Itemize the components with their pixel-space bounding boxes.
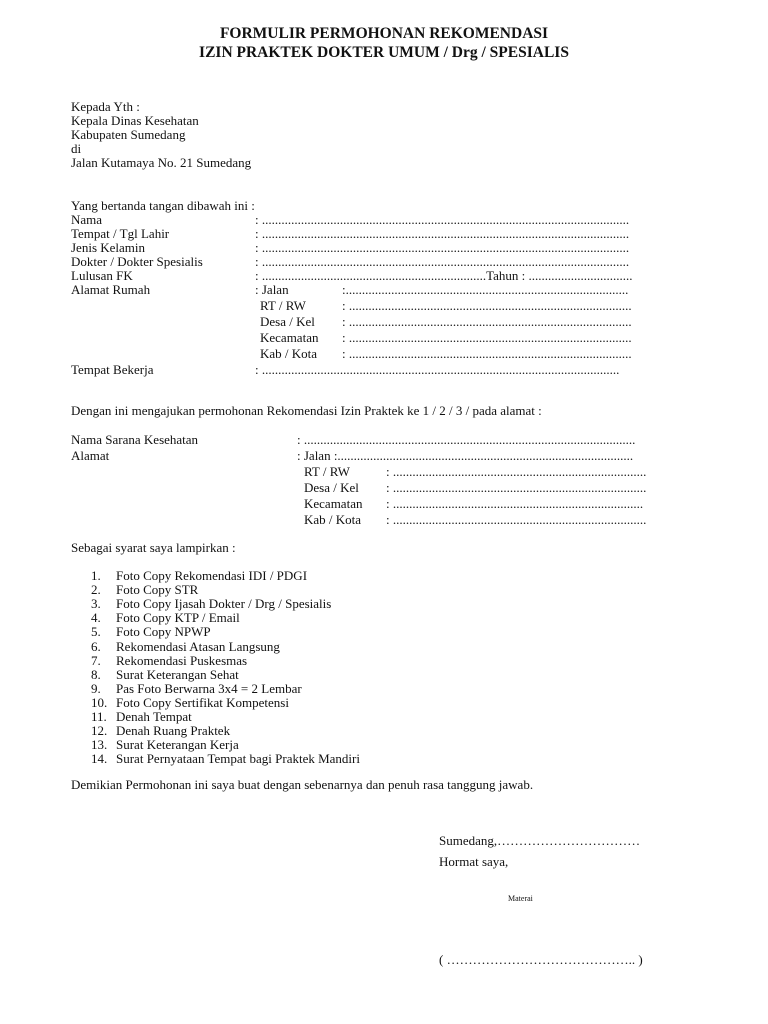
attachment-number: 4. [91,610,101,625]
alamat-rtrw-label: RT / RW [260,298,306,313]
attachment-number: 6. [91,639,101,654]
attachment-number: 11. [91,709,107,724]
attachment-item: Foto Copy NPWP [116,624,211,639]
signature-name-line: ( …………………………………….. ) [439,952,643,967]
attachment-number: 14. [91,751,108,766]
attachment-item: Foto Copy Ijasah Dokter / Drg / Spesialis [116,596,332,611]
dokter-label: Dokter / Dokter Spesialis [71,254,203,269]
alamat-jalan-label: : Jalan [255,282,289,297]
recipient-line-4: di [71,141,82,156]
signature-regards: Hormat saya, [439,854,509,869]
attachment-item: Denah Ruang Praktek [116,723,231,738]
alamat-rumah-label: Alamat Rumah [71,282,151,297]
recipient-line-3: Kabupaten Sumedang [71,127,186,142]
attachment-item: Foto Copy Rekomendasi IDI / PDGI [116,568,308,583]
praktek-desa-field: : .............................................................................. [386,480,647,495]
nama-field: : ................................................................................................................. [255,212,630,227]
recipient-line-2: Kepala Dinas Kesehatan [71,113,199,128]
alamat-desa-label: Desa / Kel [260,314,315,329]
praktek-rtrw-field: : .............................................................................. [386,464,647,479]
praktek-kabkota-field: : .............................................................................. [386,512,647,527]
alamat-kecamatan-field: : ....................................................................................... [342,330,632,345]
signature-place-date: Sumedang,…………………………… [439,833,641,848]
alamat-kecamatan-label: Kecamatan [260,330,319,345]
attachment-number: 5. [91,624,101,639]
attachment-number: 9. [91,681,101,696]
attachment-number: 7. [91,653,101,668]
alamat-kabkota-label: Kab / Kota [260,346,318,361]
request-statement: Dengan ini mengajukan permohonan Rekomendasi Izin Praktek ke 1 / 2 / 3 / pada alamat : [71,403,542,418]
attachment-item: Rekomendasi Atasan Langsung [116,639,280,654]
materai-label: Materai [508,894,533,903]
sarana-field: : ...................................................................................................... [297,432,636,447]
closing-statement: Demikian Permohonan ini saya buat dengan sebenarnya dan penuh rasa tanggung jawab. [71,777,534,792]
tempat-bekerja-field: : .............................................................................................................. [255,362,620,377]
lulusan-label: Lulusan FK [71,268,133,283]
alamat-desa-field: : ....................................................................................... [342,314,632,329]
attachment-number: 8. [91,667,101,682]
praktek-kecamatan-label: Kecamatan [304,496,363,511]
lulusan-field: : .....................................................................Tahun : ................................ [255,268,633,283]
attachment-number: 13. [91,737,108,752]
praktek-kecamatan-field: : ............................................................................. [386,496,644,511]
form-title-line1: FORMULIR PERMOHONAN REKOMENDASI [219,25,549,42]
ttl-field: : ................................................................................................................. [255,226,630,241]
attachment-item: Foto Copy Sertifikat Kompetensi [116,695,289,710]
nama-label: Nama [71,212,103,227]
attachments-intro: Sebagai syarat saya lampirkan : [71,540,236,555]
praktek-rtrw-label: RT / RW [304,464,350,479]
attachment-item: Foto Copy KTP / Email [116,610,240,625]
applicant-intro: Yang bertanda tangan dibawah ini : [71,198,255,213]
attachment-item: Denah Tempat [116,709,192,724]
alamat-jalan-field: :....................................................................................... [342,282,629,297]
praktek-kabkota-label: Kab / Kota [304,512,362,527]
attachment-item: Rekomendasi Puskesmas [116,653,248,668]
praktek-jalan-field: : Jalan :........................................................................................... [297,448,634,463]
attachment-number: 1. [91,568,101,583]
attachment-number: 10. [91,695,108,710]
dokter-field: : ................................................................................................................. [255,254,630,269]
attachment-number: 2. [91,582,101,597]
attachment-number: 3. [91,596,101,611]
alamat-rtrw-field: : ....................................................................................... [342,298,632,313]
praktek-alamat-label: Alamat [71,448,110,463]
praktek-desa-label: Desa / Kel [304,480,359,495]
attachment-item: Surat Keterangan Kerja [116,737,239,752]
tempat-bekerja-label: Tempat Bekerja [71,362,154,377]
alamat-kabkota-field: : ....................................................................................... [342,346,632,361]
attachment-item: Surat Pernyataan Tempat bagi Praktek Mandiri [116,751,360,766]
attachment-number: 12. [91,723,108,738]
attachment-item: Foto Copy STR [116,582,199,597]
ttl-label: Tempat / Tgl Lahir [71,226,170,241]
recipient-line-1: Kepada Yth : [71,99,140,114]
attachment-item: Surat Keterangan Sehat [116,667,239,682]
sarana-label: Nama Sarana Kesehatan [71,432,199,447]
recipient-line-5: Jalan Kutamaya No. 21 Sumedang [71,155,252,170]
jenis-kelamin-label: Jenis Kelamin [71,240,146,255]
jenis-kelamin-field: : ................................................................................................................. [255,240,630,255]
attachment-item: Pas Foto Berwarna 3x4 = 2 Lembar [116,681,302,696]
form-title-line2: IZIN PRAKTEK DOKTER UMUM / Drg / SPESIALIS [199,44,569,61]
